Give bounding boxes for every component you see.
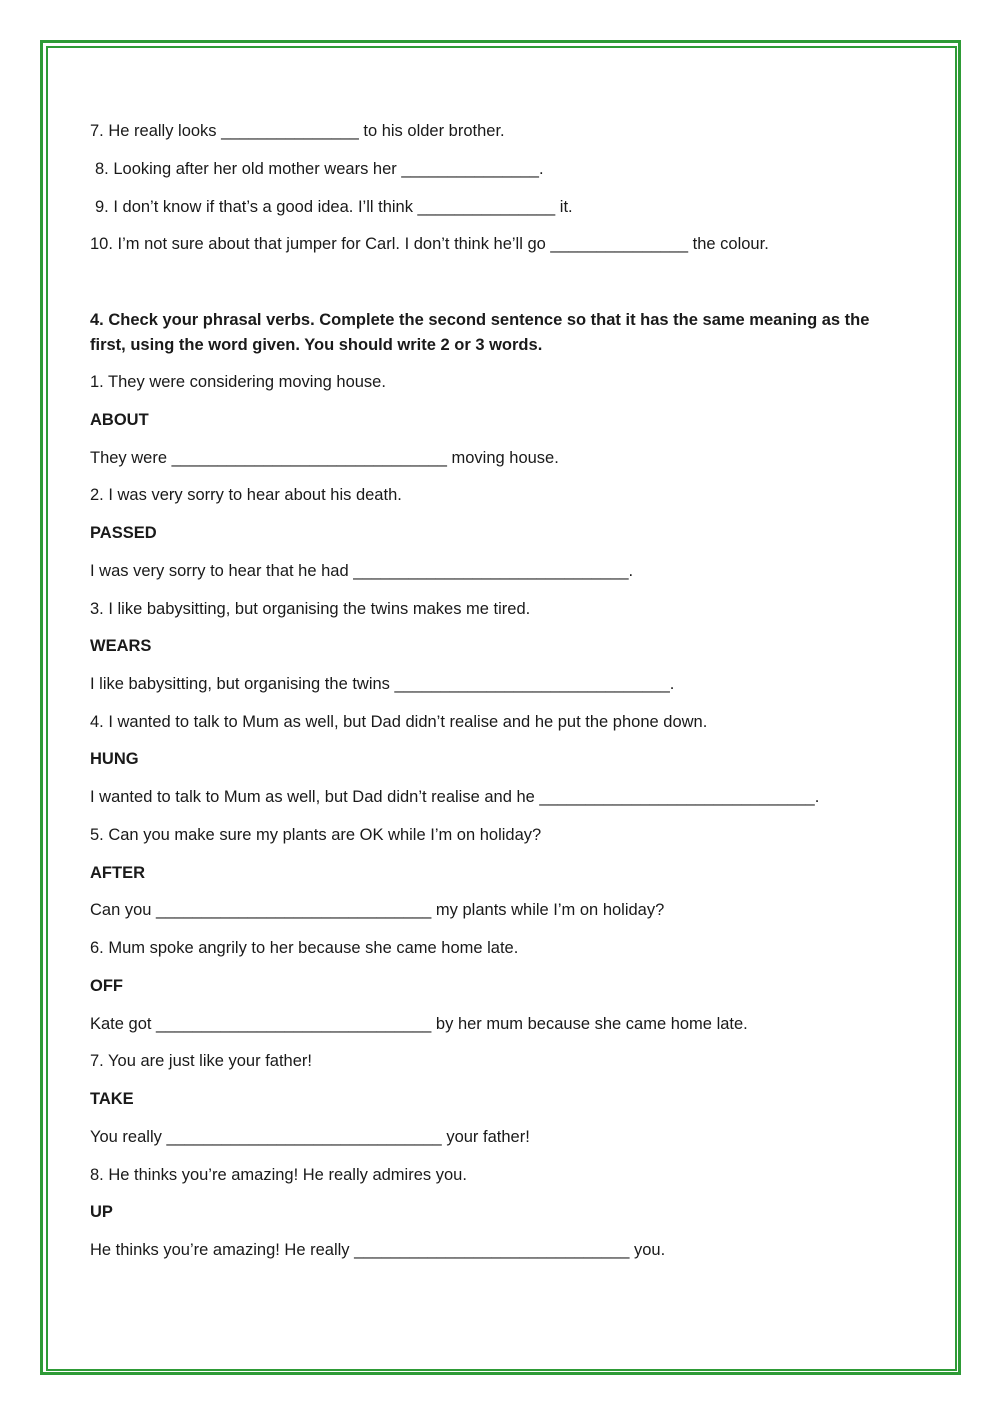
exercise4-item-2-question: 2. I was very sorry to hear about his death.: [90, 486, 402, 504]
exercise4-item-1-question: 1. They were considering moving house.: [90, 373, 386, 391]
exercise4-item-8-answer: He thinks you’re amazing! He really ______________________________ you.: [90, 1241, 666, 1259]
exercise4-item-7-question: 7. You are just like your father!: [90, 1052, 312, 1070]
exercise4-item-5-question: 5. Can you make sure my plants are OK while I’m on holiday?: [90, 826, 542, 844]
exercise4-item-6-question: 6. Mum spoke angrily to her because she came home late.: [90, 939, 519, 957]
exercise4-item-6-keyword: OFF: [90, 977, 123, 995]
exercise4-item-2-answer: I was very sorry to hear that he had ______________________________.: [90, 562, 634, 580]
exercise3-question-10: 10. I’m not sure about that jumper for Carl. I don’t think he’ll go _______________ the colour.: [90, 235, 769, 253]
exercise4-item-5-keyword: AFTER: [90, 864, 145, 882]
exercise4-item-3-keyword: WEARS: [90, 637, 152, 655]
exercise3-question-7: 7. He really looks _______________ to his older brother.: [90, 122, 505, 140]
exercise4-item-4-question: 4. I wanted to talk to Mum as well, but Dad didn’t realise and he put the phone down.: [90, 713, 708, 731]
exercise3-question-8: 8. Looking after her old mother wears her _______________.: [95, 160, 544, 178]
exercise4-instruction: 4. Check your phrasal verbs. Complete the second sentence so that it has the same meaning as the first, using the word given. You should write 2 or 3 words.: [90, 311, 870, 354]
exercise4-item-5-answer: Can you ______________________________ my plants while I’m on holiday?: [90, 901, 665, 919]
exercise4-item-4-answer: I wanted to talk to Mum as well, but Dad didn’t realise and he ______________________________.: [90, 788, 820, 806]
exercise4-item-8-question: 8. He thinks you’re amazing! He really admires you.: [90, 1166, 467, 1184]
exercise4-item-2-keyword: PASSED: [90, 524, 157, 542]
exercise3-question-9: 9. I don’t know if that’s a good idea. I’ll think _______________ it.: [95, 198, 573, 216]
exercise4-item-4-keyword: HUNG: [90, 750, 139, 768]
exercise4-item-7-answer: You really ______________________________ your father!: [90, 1128, 530, 1146]
exercise4-item-6-answer: Kate got ______________________________ by her mum because she came home late.: [90, 1015, 748, 1033]
exercise4-item-1-answer: They were ______________________________ moving house.: [90, 449, 559, 467]
exercise4-item-7-keyword: TAKE: [90, 1090, 134, 1108]
exercise4-item-3-question: 3. I like babysitting, but organising the twins makes me tired.: [90, 600, 531, 618]
exercise4-item-3-answer: I like babysitting, but organising the twins ______________________________.: [90, 675, 675, 693]
exercise4-item-1-keyword: ABOUT: [90, 411, 149, 429]
exercise4-item-8-keyword: UP: [90, 1203, 113, 1221]
